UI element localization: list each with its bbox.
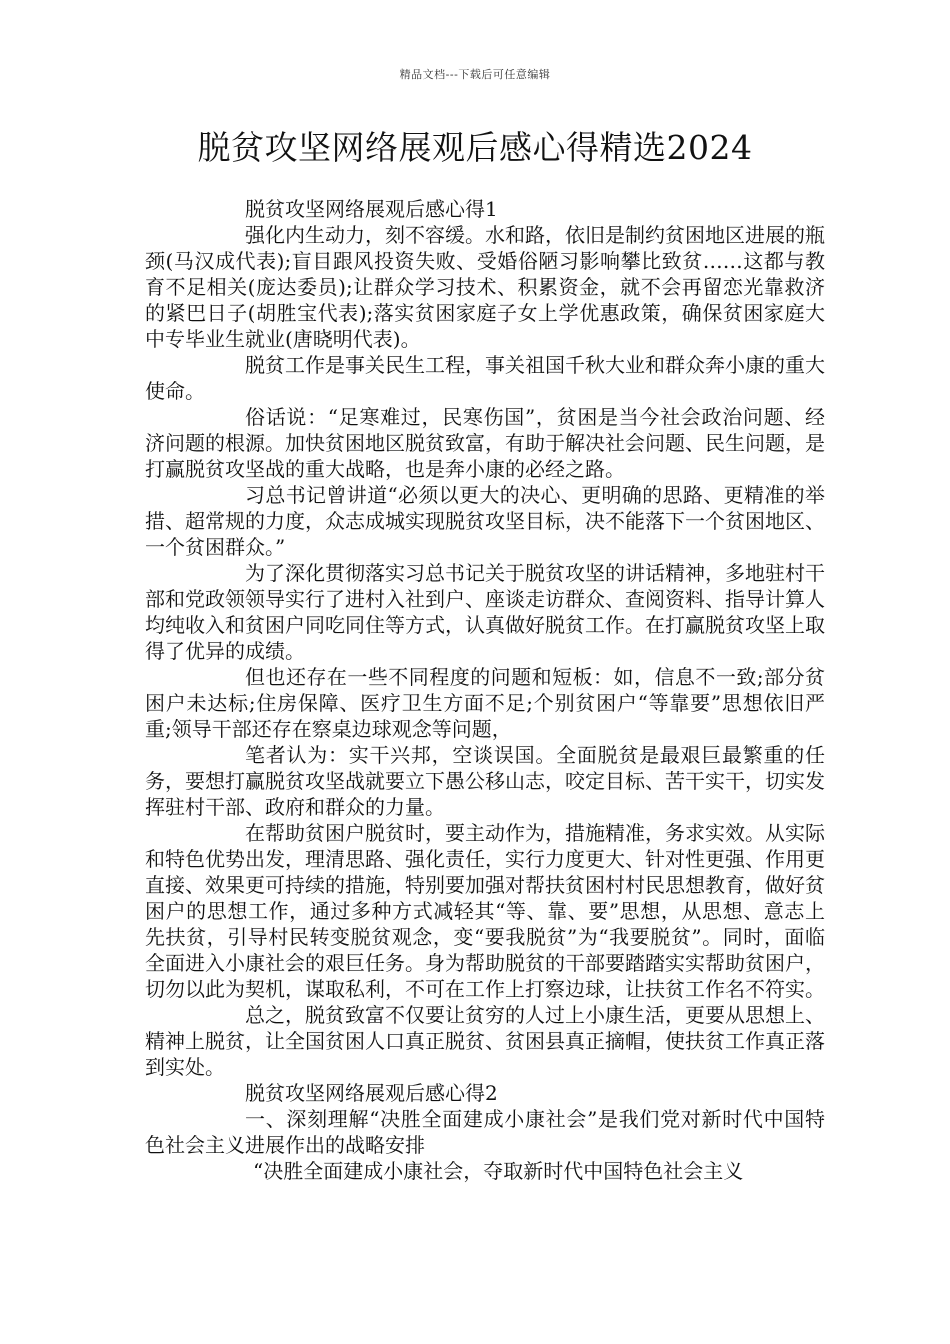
paragraph: 脱贫工作是事关民生工程，事关祖国千秋大业和群众奔小康的重大使命。 xyxy=(145,353,825,403)
document-body xyxy=(145,196,825,1184)
paragraph: 强化内生动力，刻不容缓。水和路，依旧是制约贫困地区进展的瓶颈(马汉成代表);盲目跟风投资失败、受婚俗陋习影响攀比致贫……这都与教育不足相关(庞达委员);让群众学习技术、积累资金，就不会再留恋光靠救济的紧巴日子(胡胜宝代表);落实贫困家庭子女上学优惠政策，确保贫困家庭大中专毕业生就业(唐晓明代表)。 xyxy=(145,223,825,351)
paragraph: 总之，脱贫致富不仅要让贫穷的人过上小康生活，更要从思想上、精神上脱贫，让全国贫困人口真正脱贫、贫困县真正摘帽，使扶贫工作真正落到实处。 xyxy=(145,1003,825,1079)
section-heading-1: 脱贫攻坚网络展观后感心得1 xyxy=(245,197,498,221)
page-header-note: 精品文档---下载后可任意编辑 xyxy=(399,68,551,81)
paragraph: 笔者认为：实干兴邦，空谈误国。全面脱贫是最艰巨最繁重的任务，要想打赢脱贫攻坚战就要立下愚公移山志，咬定目标、苦干实干，切实发挥驻村干部、政府和群众的力量。 xyxy=(145,743,825,819)
paragraph: 为了深化贯彻落实习总书记关于脱贫攻坚的讲话精神，多地驻村干部和党政领领导实行了进村入社到户、座谈走访群众、查阅资料、指导计算人均纯收入和贫困户同吃同住等方式，认真做好脱贫工作。在打赢脱贫攻坚上取得了优异的成绩。 xyxy=(145,561,825,663)
section-heading-2: 脱贫攻坚网络展观后感心得2 xyxy=(245,1081,498,1105)
paragraph: 俗话说：“足寒难过，民寒伤国”，贫困是当今社会政治问题、经济问题的根源。加快贫困地区脱贫致富，有助于解决社会问题、民生问题，是打赢脱贫攻坚战的重大战略，也是奔小康的必经之路。 xyxy=(145,405,825,481)
paragraph: 一、深刻理解“决胜全面建成小康社会”是我们党对新时代中国特色社会主义进展作出的战略安排 xyxy=(145,1107,825,1157)
paragraph: “决胜全面建成小康社会，夺取新时代中国特色社会主义 xyxy=(253,1159,744,1183)
paragraph: 习总书记曾讲道“必须以更大的决心、更明确的思路、更精准的举措、超常规的力度，众志成城实现脱贫攻坚目标，决不能落下一个贫困地区、一个贫困群众。” xyxy=(145,483,825,559)
paragraph: 但也还存在一些不同程度的问题和短板：如，信息不一致;部分贫困户未达标;住房保障、医疗卫生方面不足;个别贫困户“等靠要”思想依旧严重;领导干部还存在察桌边球观念等问题， xyxy=(145,665,825,741)
paragraph: 在帮助贫困户脱贫时，要主动作为，措施精准，务求实效。从实际和特色优势出发，理清思路、强化责任，实行力度更大、针对性更强、作用更直接、效果更可持续的措施，特别要加强对帮扶贫困村村民思想教育，做好贫困户的思想工作，通过多种方式减轻其“等、靠、要”思想，从思想、意志上先扶贫，引导村民转变脱贫观念，变“要我脱贫”为“我要脱贫”。同时，面临全面进入小康社会的艰巨任务。身为帮助脱贫的干部要踏踏实实帮助贫困户，切勿以此为契机，谋取私利，不可在工作上打察边球，让扶贫工作名不符实。 xyxy=(145,821,825,1001)
document-title: 脱贫攻坚网络展观后感心得精选2024 xyxy=(197,128,753,167)
